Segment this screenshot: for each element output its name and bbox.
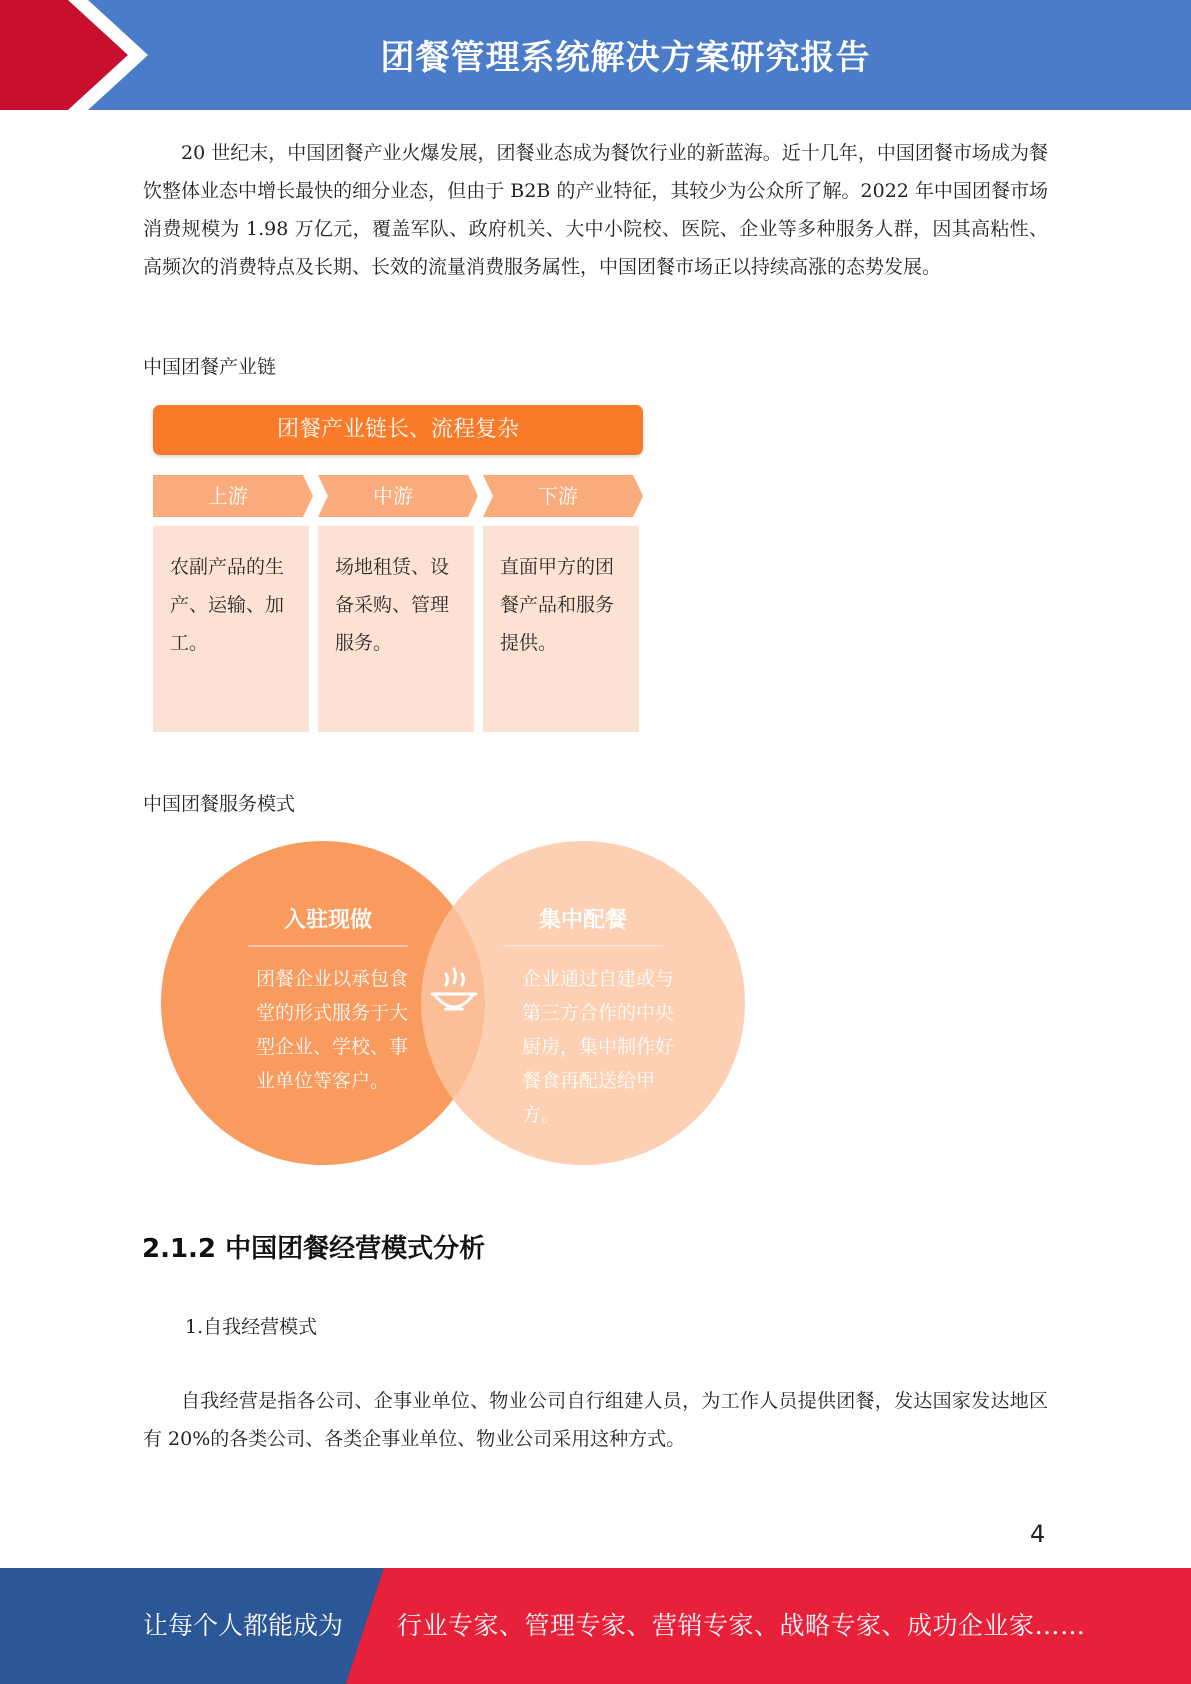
stage-midstream-box <box>318 526 474 732</box>
stage-upstream-box <box>153 526 309 732</box>
stage-upstream-label: 上游 <box>208 484 248 508</box>
stage-midstream-text: 场地租赁、设备采购、管理服务。 <box>335 556 450 654</box>
venn-right-text: 企业通过自建或与第三方合作的中央厨房，集中制作好餐食再配送给甲方。 <box>522 968 675 1126</box>
page-footer <box>0 1568 1191 1684</box>
stage-downstream-label: 下游 <box>538 484 578 508</box>
stage-downstream <box>483 475 643 517</box>
self-operation-paragraph: 自我经营是指各公司、企事业单位、物业公司自行组建人员，为工作人员提供团餐，发达国家发达地区有 20%的各类公司、各类企事业单位、物业公司采用这种方式。 <box>143 1390 1048 1450</box>
stage-upstream <box>153 475 313 517</box>
stage-midstream <box>318 475 478 517</box>
venn-left-text: 团餐企业以承包食堂的形式服务于大型企业、学校、事业单位等客户。 <box>256 968 409 1092</box>
industry-chain-caption: 中国团餐产业链 <box>143 356 277 378</box>
chain-banner: 团餐产业链长、流程复杂 <box>153 405 643 455</box>
stage-upstream-text: 农副产品的生产、运输、加工。 <box>170 556 285 654</box>
footer-slogan-right: 行业专家、管理专家、营销专家、战略专家、成功企业家…… <box>397 1611 1086 1640</box>
list-item-self-operation: 1.自我经营模式 <box>185 1316 318 1338</box>
page-number: 4 <box>1030 1520 1046 1548</box>
report-title: 团餐管理系统解决方案研究报告 <box>380 38 871 78</box>
stage-downstream-box <box>483 526 639 732</box>
stage-midstream-label: 中游 <box>373 484 413 508</box>
footer-slogan-left: 让每个人都能成为 <box>143 1611 344 1640</box>
intro-paragraph: 20 世纪末，中国团餐产业火爆发展，团餐业态成为餐饮行业的新蓝海。近十几年，中国团餐市场成为餐饮整体业态中增长最快的细分业态，但由于 B2B 的产业特征，其较少为公众所了解。2022 年中国团餐市场消费规模为 1.98 万亿元，覆盖军队、政府机关、大中小院校、医院、企业等多种服务人群，因其高粘性、高频次的消费特点及长期、长效的流量消费服务属性，中国团餐市场正以持续高涨的态势发展。 <box>143 142 1048 278</box>
stage-downstream-text: 直面甲方的团餐产品和服务提供。 <box>500 556 615 654</box>
page-header <box>0 0 1191 110</box>
section-heading: 2.1.2 中国团餐经营模式分析 <box>142 1234 486 1264</box>
service-model-venn <box>150 835 760 1165</box>
industry-chain-diagram <box>150 403 650 733</box>
venn-left-title: 入驻现做 <box>283 908 372 933</box>
venn-right-title: 集中配餐 <box>538 908 627 933</box>
service-model-caption: 中国团餐服务模式 <box>143 793 296 815</box>
